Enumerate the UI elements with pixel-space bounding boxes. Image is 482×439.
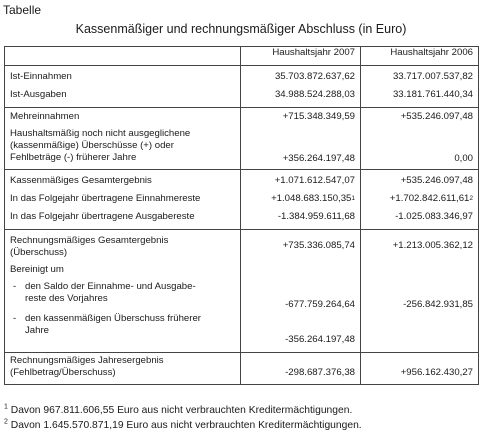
value-einnahmereste-2007: +1.048.683.150,35 <box>271 193 352 205</box>
label-rechnungsmaessiges-gesamtergebnis-line-1: Rechnungsmäßiges Gesamtergebnis <box>10 235 169 246</box>
label-saldo-line-1: den Saldo der Einnahme- und Ausgabe- <box>25 281 196 293</box>
group-5-2006 <box>361 353 479 385</box>
group-3-2006 <box>361 170 479 230</box>
label-ist-ausgaben: Ist-Ausgaben <box>10 89 67 101</box>
value-ist-ausgaben-2007: 34.988.524.288,03 <box>274 89 355 101</box>
value-kassenmaessiges-gesamtergebnis-2007: +1.071.612.547,07 <box>274 175 355 187</box>
group-2-2006 <box>361 108 479 170</box>
label-fehlbetraege-line-3: Fehlbeträge (-) früherer Jahre <box>10 151 137 163</box>
label-bereinigt-um: Bereinigt um <box>10 263 64 275</box>
table-row-group-3 <box>5 170 479 230</box>
group-1-2006 <box>361 66 479 108</box>
value-einnahmereste-2006: +1.702.842.611,61 <box>389 193 470 205</box>
document-label: Tabelle <box>3 3 42 17</box>
label-jahresergebnis-line-1: Rechnungsmäßiges Jahresergebnis <box>10 355 164 366</box>
label-rechnungsmaessiges-gesamtergebnis-line-2: (Überschuss) <box>10 246 68 258</box>
value-fehlbetraege-2007: +356.264.197,48 <box>282 153 355 165</box>
table-row-group-2 <box>5 108 479 170</box>
label-ueberschuss-block <box>10 305 235 337</box>
value-ist-einnahmen-2006: 33.717.007.537,82 <box>392 71 473 83</box>
table-title: Kassenmäßiger und rechnungsmäßiger Abschluss (in Euro) <box>75 22 407 36</box>
footnote-1-mark: 1 <box>4 403 8 411</box>
value-saldo-2006: -256.842.931,85 <box>403 299 473 310</box>
bullet-ueberschuss: - <box>13 312 17 324</box>
label-jahresergebnis-block <box>10 353 235 379</box>
value-ist-einnahmen-2007: 35.703.872.637,62 <box>274 71 355 83</box>
table-header-row <box>5 47 479 66</box>
label-ueberschuss-line-1: den kassenmäßigen Überschuss früherer <box>25 312 201 324</box>
value-rechnungsmaessiges-gesamtergebnis-2006: +1.213.005.362,12 <box>392 240 473 251</box>
header-2007: Haushaltsjahr 2007 <box>241 47 361 66</box>
group-4-labels <box>5 230 241 353</box>
value-einnahmereste-2006-cell: +1.702.842.611,61 2 <box>389 193 473 205</box>
value-ausgabereste-2006: -1.025.083.346,97 <box>395 211 473 223</box>
footnote-2-text: Davon 1.645.570.871,19 Euro aus nicht verbrauchten Kreditermächtigungen. <box>7 420 362 431</box>
group-5-2007 <box>241 353 361 385</box>
value-ist-ausgaben-2006: 33.181.761.440,34 <box>392 89 473 101</box>
label-mehreinnahmen: Mehreinnahmen <box>10 111 80 123</box>
group-1-2007 <box>241 66 361 108</box>
label-saldo-block <box>10 275 235 305</box>
value-jahresergebnis-2007: -298.687.376,38 <box>285 367 355 378</box>
group-2-labels <box>5 108 241 170</box>
value-ueberschuss-2007: -356.264.197,48 <box>285 334 355 345</box>
group-3-2007 <box>241 170 361 230</box>
label-fehlbetraege-block <box>10 126 235 163</box>
label-einnahmereste: In das Folgejahr übertragene Einnahmereste <box>10 193 201 205</box>
footnote-2 <box>4 418 362 433</box>
header-empty-cell <box>5 47 241 66</box>
group-3-labels <box>5 170 241 230</box>
value-mehreinnahmen-2006: +535.246.097,48 <box>400 111 473 123</box>
group-5-labels <box>5 353 241 385</box>
footnote-1-text: Davon 967.811.606,55 Euro aus nicht verbrauchten Kreditermächtigungen. <box>7 405 353 416</box>
footnote-1 <box>4 403 362 418</box>
group-2-2007 <box>241 108 361 170</box>
label-fehlbetraege-line-1: Haushaltsmäßig noch nicht ausgeglichene <box>10 128 191 139</box>
label-kassenmaessiges-gesamtergebnis: Kassenmäßiges Gesamtergebnis <box>10 175 152 187</box>
value-rechnungsmaessiges-gesamtergebnis-2007: +735.336.085,74 <box>282 240 355 251</box>
financial-statement-table <box>4 46 479 385</box>
footnote-2-mark: 2 <box>4 418 8 426</box>
header-2006: Haushaltsjahr 2006 <box>361 47 479 66</box>
label-ist-einnahmen: Ist-Einnahmen <box>10 71 72 83</box>
label-jahresergebnis-line-2: (Fehlbetrag/Überschuss) <box>10 366 116 378</box>
label-ueberschuss-line-2: Jahre <box>25 324 49 336</box>
value-jahresergebnis-2006: +956.162.430,27 <box>400 367 473 378</box>
label-ausgabereste: In das Folgejahr übertragene Ausgabereste <box>10 211 195 223</box>
bullet-saldo: - <box>13 281 17 293</box>
table-row-group-1 <box>5 66 479 108</box>
value-mehreinnahmen-2007: +715.348.349,59 <box>282 111 355 123</box>
label-fehlbetraege-line-2: (kassenmäßige) Überschüsse (+) oder <box>10 139 174 151</box>
group-4-2007 <box>241 230 361 353</box>
value-ausgabereste-2007: -1.384.959.611,68 <box>277 211 355 223</box>
table-row-group-5 <box>5 353 479 385</box>
group-4-2006 <box>361 230 479 353</box>
value-kassenmaessiges-gesamtergebnis-2006: +535.246.097,48 <box>400 175 473 187</box>
label-saldo-line-2: reste des Vorjahres <box>25 293 108 305</box>
value-einnahmereste-2007-cell: +1.048.683.150,35 1 <box>271 193 355 205</box>
footnotes <box>4 403 362 433</box>
value-fehlbetraege-2006: 0,00 <box>454 153 473 165</box>
group-1-labels <box>5 66 241 108</box>
label-rechnungsmaessiges-gesamtergebnis-block <box>10 230 235 259</box>
table-row-group-4 <box>5 230 479 353</box>
value-saldo-2007: -677.759.264,64 <box>285 299 355 310</box>
